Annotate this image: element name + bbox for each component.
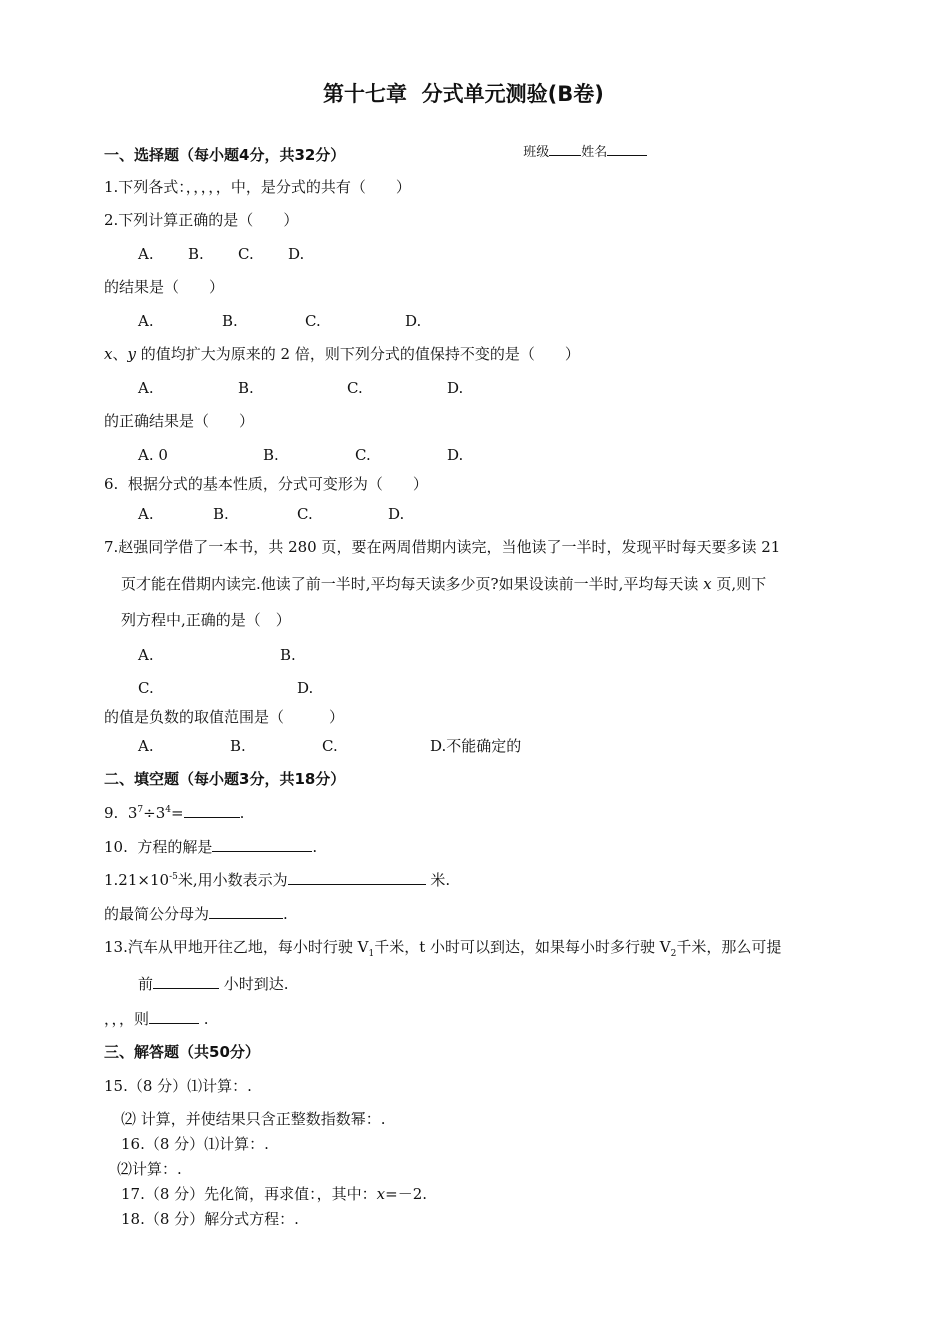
q8-option-c: C. — [322, 737, 338, 755]
q5-option-a: A. 0 — [138, 446, 168, 464]
question-18: 18.（8 分）解分式方程：. — [121, 1210, 299, 1228]
student-info-line — [515, 121, 647, 163]
question-8: 的值是负数的取值范围是（ ） — [104, 708, 345, 726]
q11-exp: -5 — [169, 872, 178, 882]
page-title: 第十七章 分式单元测验(B卷) — [323, 82, 604, 106]
q11-answer-blank[interactable] — [288, 870, 426, 885]
question-13-line-2 — [138, 974, 289, 994]
question-7-line-1: 7.赵强同学借了一本书，共 280 页，要在两周借期内读完，当他读了一半时，发现平时每天要多读 21 — [104, 538, 781, 556]
q10-end: . — [312, 838, 318, 856]
question-16-part-1: 16.（8 分）⑴计算：. — [121, 1135, 269, 1153]
q11-end: 米. — [425, 871, 451, 889]
q6-option-d: D. — [388, 505, 405, 523]
q5-option-d: D. — [447, 446, 464, 464]
q7-option-c: C. — [138, 679, 154, 697]
q9-post: = — [171, 804, 184, 822]
q7-option-d: D. — [297, 679, 314, 697]
q12-answer-blank[interactable] — [209, 904, 283, 919]
q10-pre: 10. 方程的解是 — [104, 838, 213, 856]
question-11 — [104, 870, 450, 890]
q8-option-b: B. — [230, 737, 246, 755]
q8-option-d: D.不能确定的 — [430, 737, 522, 755]
q4-var-x: x — [104, 345, 113, 363]
question-7-line-2 — [121, 574, 766, 594]
q10-answer-blank[interactable] — [212, 837, 312, 852]
q7-option-a: A. — [138, 646, 154, 664]
q14-answer-blank[interactable] — [149, 1009, 199, 1024]
q5-option-c: C. — [355, 446, 371, 464]
q13-line2-b: 小时到达. — [219, 975, 289, 993]
q7-var-x: x — [703, 575, 712, 593]
q2-option-d: D. — [288, 245, 305, 263]
q6-option-a: A. — [138, 505, 154, 523]
question-10 — [104, 837, 317, 857]
q12-pre: 的最简公分母为 — [104, 905, 210, 923]
q13-line2-a: 前 — [138, 975, 154, 993]
question-9 — [104, 803, 244, 823]
question-7-line-3: 列方程中,正确的是（ ） — [121, 611, 291, 629]
q13-sub1: 1 — [368, 949, 375, 959]
q6-option-c: C. — [297, 505, 313, 523]
question-6: 6. 根据分式的基本性质，分式可变形为（ ） — [104, 475, 428, 493]
q4-option-c: C. — [347, 379, 363, 397]
question-15-part-1: 15.（8 分）⑴计算：. — [104, 1077, 252, 1095]
q12-end: . — [283, 905, 288, 923]
q14-end: . — [199, 1010, 209, 1028]
question-14 — [104, 1009, 209, 1029]
q13-b: 千米，t 小时可以到达，如果每小时多行驶 V — [374, 938, 671, 956]
q11-pre: 1.21×10 — [104, 871, 170, 889]
section-1-heading: 一、选择题（每小题4分，共32分） — [104, 146, 346, 164]
name-label: 姓名 — [581, 145, 608, 160]
question-2: 2.下列计算正确的是（ ） — [104, 211, 299, 229]
q3-option-c: C. — [305, 312, 321, 330]
q4-text: 的值均扩大为原来的 2 倍，则下列分式的值保持不变的是（ ） — [135, 345, 580, 363]
q8-option-a: A. — [138, 737, 154, 755]
q2-option-c: C. — [238, 245, 254, 263]
question-17 — [121, 1184, 427, 1204]
question-13-line-1 — [104, 937, 781, 957]
question-1: 1.下列各式：，，，，，中，是分式的共有（ ） — [104, 178, 411, 196]
q17-pre: 17.（8 分）先化简，再求值：，其中： — [121, 1185, 377, 1203]
section-3-heading: 三、解答题（共50分） — [104, 1043, 260, 1061]
question-15-part-2: ⑵ 计算，并使结果只含正整数指数幂：. — [121, 1110, 386, 1128]
q5-option-b: B. — [263, 446, 279, 464]
q7-line2-a: 页才能在借期内读完.他读了前一半时,平均每天读多少页?如果设读前一半时,平均每天读 — [121, 575, 704, 593]
name-blank[interactable] — [607, 141, 647, 156]
q3-option-b: B. — [222, 312, 238, 330]
q4-option-b: B. — [238, 379, 254, 397]
question-16-part-2: ⑵计算：. — [117, 1160, 182, 1178]
q9-pre: 9. 3 — [104, 804, 138, 822]
q3-option-d: D. — [405, 312, 422, 330]
question-5: 的正确结果是（ ） — [104, 412, 255, 430]
q13-sub2: 2 — [670, 949, 677, 959]
q13-a: 13.汽车从甲地开往乙地，每小时行驶 V — [104, 938, 369, 956]
q17-var-x: x — [376, 1185, 386, 1203]
q2-option-b: B. — [188, 245, 204, 263]
class-label: 班级 — [523, 145, 550, 160]
question-4 — [104, 344, 580, 364]
class-blank[interactable] — [549, 141, 581, 156]
q9-exp1: 7 — [137, 805, 144, 815]
q4-var-y: y — [127, 345, 136, 363]
q13-answer-blank[interactable] — [153, 974, 219, 989]
q9-answer-blank[interactable] — [184, 803, 240, 818]
q7-line2-b: 页,则下 — [711, 575, 767, 593]
question-12 — [104, 904, 288, 924]
q4-option-d: D. — [447, 379, 464, 397]
section-2-heading: 二、填空题（每小题3分，共18分） — [104, 770, 346, 788]
q2-option-a: A. — [138, 245, 154, 263]
q14-pre: ，，，则 — [104, 1010, 150, 1028]
q13-c: 千米，那么可提 — [676, 938, 782, 956]
q17-post: =－2. — [385, 1185, 428, 1203]
q3-option-a: A. — [138, 312, 154, 330]
q11-mid: 米,用小数表示为 — [177, 871, 288, 889]
q4-sep: 、 — [112, 345, 128, 363]
q9-exp2: 4 — [165, 805, 171, 815]
q4-option-a: A. — [138, 379, 154, 397]
q9-mid: ÷3 — [143, 804, 166, 822]
q9-end: . — [239, 804, 245, 822]
question-3: 的结果是（ ） — [104, 278, 225, 296]
q6-option-b: B. — [213, 505, 229, 523]
q7-option-b: B. — [280, 646, 296, 664]
